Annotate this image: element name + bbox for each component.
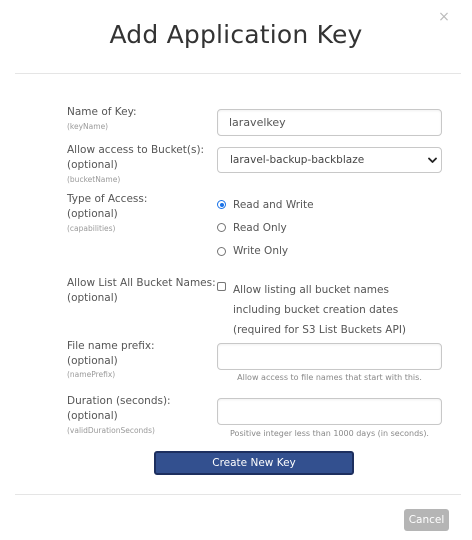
list-buckets-optional-label: (optional) — [67, 292, 118, 304]
key-name-label: Name of Key: — [67, 106, 137, 118]
radio-write-only-label[interactable]: Write Only — [233, 245, 289, 257]
header-divider — [15, 73, 461, 74]
radio-write-only[interactable] — [217, 247, 226, 256]
access-type-label: Type of Access: — [67, 193, 148, 205]
access-type-sublabel: (capabilities) — [67, 224, 116, 233]
footer-divider — [15, 494, 461, 495]
file-prefix-input[interactable] — [217, 343, 442, 370]
radio-read-write[interactable] — [217, 200, 226, 209]
key-name-input[interactable] — [217, 109, 442, 136]
bucket-label: Allow access to Bucket(s): — [67, 144, 205, 156]
radio-read-write-label[interactable]: Read and Write — [233, 199, 314, 211]
list-buckets-checkbox-label[interactable]: Allow listing all bucket names including bucket creation dates (required for S3 List Buckets API) — [233, 284, 407, 336]
bucket-select-value: laravel-backup-backblaze — [230, 154, 365, 166]
key-name-sublabel: (keyName) — [67, 122, 109, 131]
file-prefix-optional-label: (optional) — [67, 355, 118, 367]
create-new-key-button[interactable]: Create New Key — [154, 451, 354, 475]
radio-read-only[interactable] — [217, 223, 226, 232]
dialog-title: Add Application Key — [109, 20, 363, 49]
duration-optional-label: (optional) — [67, 410, 118, 422]
access-type-optional-label: (optional) — [67, 208, 118, 220]
duration-sublabel: (validDurationSeconds) — [67, 426, 155, 435]
duration-label: Duration (seconds): — [67, 395, 171, 407]
radio-read-only-label[interactable]: Read Only — [233, 222, 287, 234]
bucket-select[interactable] — [217, 147, 442, 173]
file-prefix-label: File name prefix: — [67, 340, 155, 352]
bucket-sublabel: (bucketName) — [67, 175, 121, 184]
bucket-optional-label: (optional) — [67, 159, 118, 171]
file-prefix-hint: Allow access to file names that start with this. — [237, 373, 422, 382]
list-buckets-label: Allow List All Bucket Names: — [67, 277, 216, 289]
duration-hint: Positive integer less than 1000 days (in seconds). — [230, 429, 429, 438]
close-icon[interactable]: × — [438, 9, 450, 25]
file-prefix-sublabel: (namePrefix) — [67, 370, 116, 379]
list-buckets-checkbox[interactable] — [217, 282, 226, 291]
duration-input[interactable] — [217, 398, 442, 425]
cancel-button[interactable]: Cancel — [404, 509, 449, 531]
